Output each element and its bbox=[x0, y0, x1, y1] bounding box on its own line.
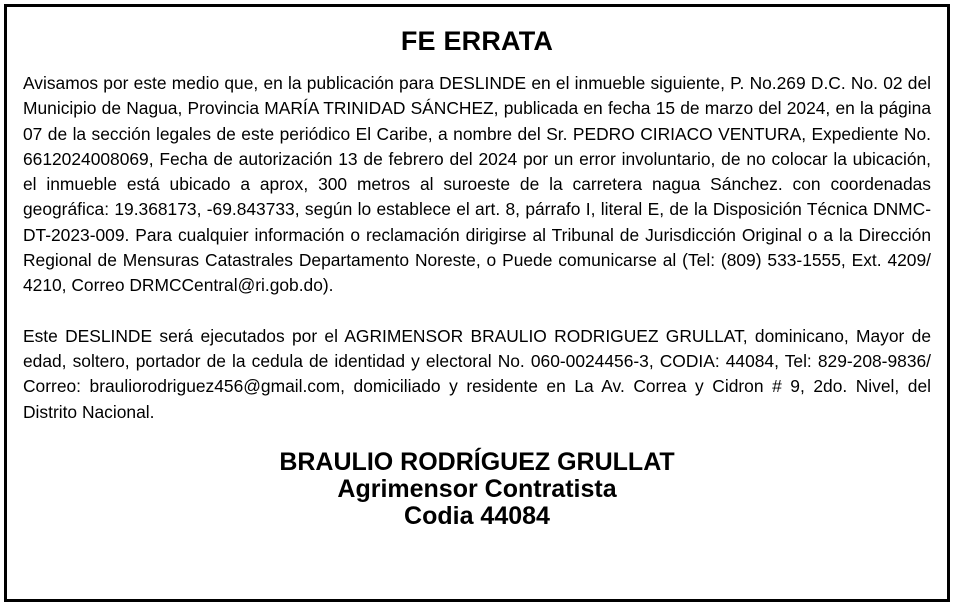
signature-block bbox=[23, 449, 931, 530]
notice-paragraph-errata: Avisamos por este medio que, en la publicación para DESLINDE en el inmueble siguiente, P. No.269 D.C. No. 02 del Municipio de Nagua, Provincia MARÍA TRINIDAD SÁNCHEZ, publicada en fecha 15 de marzo del 2024, en la página 07 de la sección legales de este periódico El Caribe, a nombre del Sr. PEDRO CIRIACO VENTURA, Expediente No. 6612024008069, Fecha de autorización 13 de febrero del 2024 por un error involuntario, de no colocar la ubicación, el inmueble está ubicado a aprox, 300 metros al suroeste de la carretera nagua Sánchez. con coordenadas geográfica: 19.368173, -69.843733, según lo establece el art. 8, párrafo I, literal E, de la Disposición Técnica DNMC-DT-2023-009. Para cualquier información o reclamación dirigirse al Tribunal de Jurisdicción Original o a la Dirección Regional de Mensuras Catastrales Departamento Noreste, o Puede comunicarse al (Tel: (809) 533-1555, Ext. 4209/ 4210, Correo DRMCCentral@ri.gob.do). bbox=[23, 73, 931, 296]
signature-name: BRAULIO RODRÍGUEZ GRULLAT bbox=[279, 447, 675, 476]
signature-codia: Codia 44084 bbox=[404, 501, 550, 530]
notice-title: FE ERRATA bbox=[400, 26, 554, 56]
notice-paragraph-surveyor: Este DESLINDE será ejecutados por el AGRIMENSOR BRAULIO RODRIGUEZ GRULLAT, dominicano, Mayor de edad, soltero, portador de la cedula de identidad y electoral No. 060-0024456-3, CODIA: 44084, Tel: 829-208-9836/ Correo: brauliorodriguez456@gmail.com, domiciliado y residente en La Av. Correa y Cidron # 9, 2do. Nivel, del Distrito Nacional. bbox=[23, 325, 931, 422]
notice-frame bbox=[4, 4, 950, 602]
signature-role: Agrimensor Contratista bbox=[337, 474, 617, 503]
notice-content bbox=[23, 7, 931, 530]
